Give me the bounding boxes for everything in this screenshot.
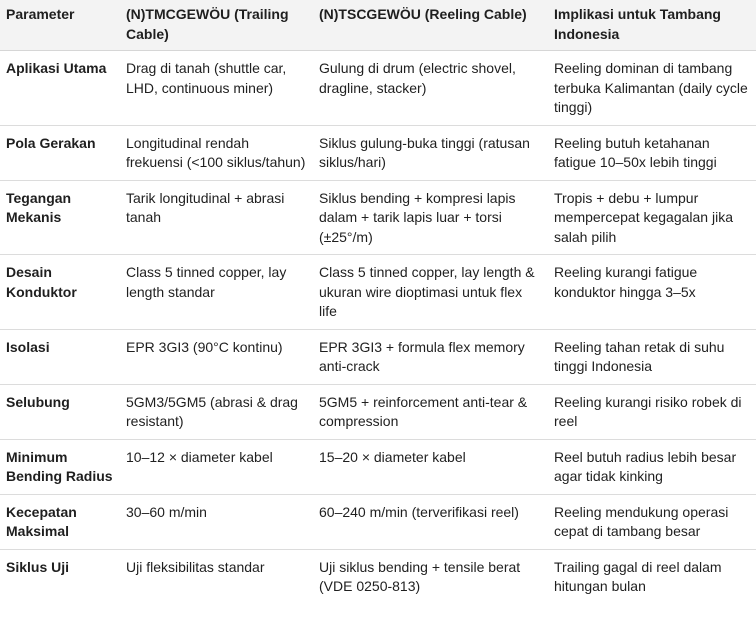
cell-parameter: Siklus Uji (6, 558, 70, 575)
table-header (0, 0, 756, 51)
cell-trailing: Drag di tanah (shuttle car, LHD, continuous miner) (120, 51, 313, 126)
cell-implikasi: Tropis + debu + lumpur mempercepat kegagalan jika salah pilih (548, 180, 756, 255)
cell-trailing: 30–60 m/min (120, 494, 313, 549)
cell-trailing: 10–12 × diameter kabel (120, 439, 313, 494)
table-row (0, 549, 756, 604)
cell-implikasi: Reeling mendukung operasi cepat di tambang besar (548, 494, 756, 549)
table-body (0, 51, 756, 604)
table-row (0, 180, 756, 255)
table-row (0, 125, 756, 180)
table-row (0, 494, 756, 549)
cell-parameter: Tegangan Mekanis (0, 180, 120, 255)
cell-reeling: EPR 3GI3 + formula flex memory anti-crack (313, 329, 548, 384)
table-row (0, 329, 756, 384)
table-row (0, 255, 756, 330)
cell-reeling: 5GM5 + reinforcement anti-tear & compression (313, 384, 548, 439)
cell-reeling: Siklus gulung-buka tinggi (ratusan siklus/hari) (313, 125, 548, 180)
cell-trailing: Uji fleksibilitas standar (126, 558, 265, 575)
cell-trailing: Class 5 tinned copper, lay length standar (120, 255, 313, 330)
cell-trailing: Tarik longitudinal + abrasi tanah (120, 180, 313, 255)
cell-reeling: Gulung di drum (electric shovel, dragline, stacker) (313, 51, 548, 126)
cell-implikasi: Reeling tahan retak di suhu tinggi Indonesia (548, 329, 756, 384)
header-reeling-cable: (N)TSCGEWÖU (Reeling Cable) (313, 0, 548, 51)
table-row (0, 51, 756, 126)
cell-trailing: EPR 3GI3 (90°C kontinu) (120, 329, 313, 384)
header-row (0, 0, 756, 51)
table-row (0, 384, 756, 439)
cell-reeling: Uji siklus bending + tensile berat (VDE 0250-813) (319, 558, 521, 594)
table-row (0, 439, 756, 494)
cell-reeling: Class 5 tinned copper, lay length & ukuran wire dioptimasi untuk flex life (313, 255, 548, 330)
cell-parameter: Selubung (0, 384, 120, 439)
cell-parameter: Aplikasi Utama (0, 51, 120, 126)
cell-parameter: Desain Konduktor (0, 255, 120, 330)
cell-implikasi: Reeling kurangi fatigue konduktor hingga 3–5x (548, 255, 756, 330)
cell-trailing: Longitudinal rendah frekuensi (<100 siklus/tahun) (120, 125, 313, 180)
header-parameter: Parameter (0, 0, 120, 51)
header-implikasi: Implikasi untuk Tambang Indonesia (548, 0, 756, 51)
cell-reeling: 15–20 × diameter kabel (313, 439, 548, 494)
cell-parameter: Minimum Bending Radius (0, 439, 120, 494)
cell-implikasi: Reel butuh radius lebih besar agar tidak kinking (548, 439, 756, 494)
cell-parameter: Kecepatan Maksimal (0, 494, 120, 549)
cell-reeling: Siklus bending + kompresi lapis dalam + tarik lapis luar + torsi (±25°/m) (313, 180, 548, 255)
header-trailing-cable: (N)TMCGEWÖU (Trailing Cable) (120, 0, 313, 51)
cell-implikasi: Trailing gagal di reel dalam hitungan bulan (554, 558, 722, 594)
cell-trailing: 5GM3/5GM5 (abrasi & drag resistant) (120, 384, 313, 439)
cell-implikasi: Reeling dominan di tambang terbuka Kalimantan (daily cycle tinggi) (548, 51, 756, 126)
cell-implikasi: Reeling kurangi risiko robek di reel (548, 384, 756, 439)
cell-implikasi: Reeling butuh ketahanan fatigue 10–50x lebih tinggi (548, 125, 756, 180)
cell-parameter: Pola Gerakan (0, 125, 120, 180)
cell-parameter: Isolasi (0, 329, 120, 384)
cell-reeling: 60–240 m/min (terverifikasi reel) (313, 494, 548, 549)
